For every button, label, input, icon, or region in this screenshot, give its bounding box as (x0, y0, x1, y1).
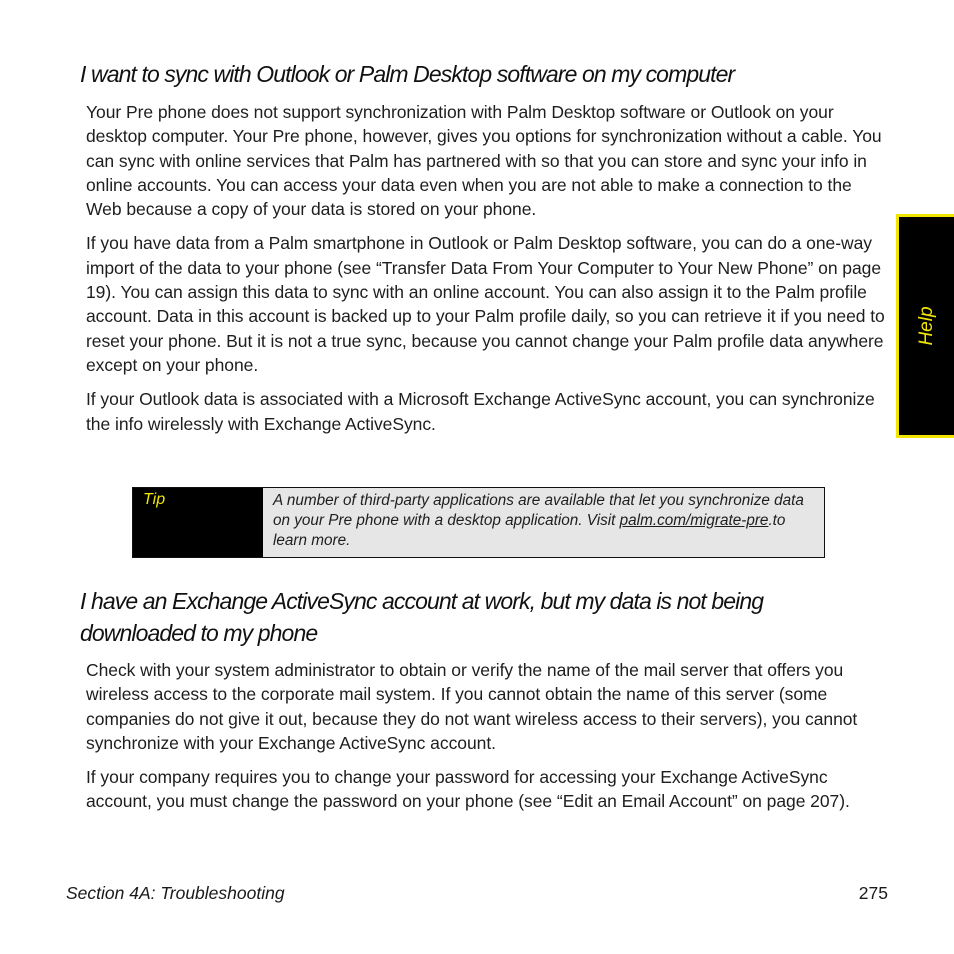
paragraph: If you have data from a Palm smartphone in Outlook or Palm Desktop software, you can do a one-way import of the data to your phone (see “Transfer Data From Your Computer to Your New Phone” on page 19). You can assign this data to sync with an online account. You can also assign it to the Palm profile account. Data in this account is backed up to your Palm profile daily, so you can retrieve it if you need to reset your phone. But it is not a true sync, because you cannot change your Palm profile data anywhere except on your phone. (86, 233, 885, 375)
paragraph: If your Outlook data is associated with a Microsoft Exchange ActiveSync account, you can synchronize the info wirelessly with Exchange ActiveSync. (86, 389, 875, 434)
tip-text (263, 488, 824, 557)
section-heading-sync-outlook: I want to sync with Outlook or Palm Desktop software on my computer (80, 61, 735, 87)
tip-label: Tip (143, 491, 166, 508)
tip-text-before: A number of third-party applications are available that let you synchronize data on your Pre phone with a desktop application. Visit (273, 492, 804, 529)
tip-label-cell (133, 488, 263, 557)
paragraph: If your company requires you to change your password for accessing your Exchange ActiveSync account, you must change the password on your phone (see “Edit an Email Account” on page 207). (86, 767, 850, 812)
migrate-link[interactable]: palm.com/migrate-pre (619, 512, 769, 529)
tip-text-after: .to learn more. (273, 512, 786, 549)
section-body-exchange-activesync (86, 658, 886, 824)
help-tab-label: Help (915, 306, 937, 346)
paragraph: Your Pre phone does not support synchronization with Palm Desktop software or Outlook on your desktop computer. Your Pre phone, however, gives you options for synchronization without a cable. You can sync with online services that Palm has partnered with so that you can store and sync your info in online accounts. You can access your data even when you are not able to make a connection to the Web because a copy of your data is stored on your phone. (86, 102, 882, 220)
section-heading-exchange-activesync: I have an Exchange ActiveSync account at work, but my data is not being downloaded to my phone (80, 588, 764, 646)
section-body-sync-outlook (86, 100, 886, 446)
tip-box (132, 487, 825, 558)
help-side-tab[interactable] (896, 214, 954, 438)
footer-section-title: Section 4A: Troubleshooting (66, 883, 285, 903)
footer-page-number: 275 (858, 883, 888, 903)
paragraph: Check with your system administrator to obtain or verify the name of the mail server that offers you wireless access to the corporate mail system. If you cannot obtain the name of this server (some companies do not give it out, because they do not want wireless access to their servers), you cannot synchronize with your Exchange ActiveSync account. (86, 660, 858, 753)
